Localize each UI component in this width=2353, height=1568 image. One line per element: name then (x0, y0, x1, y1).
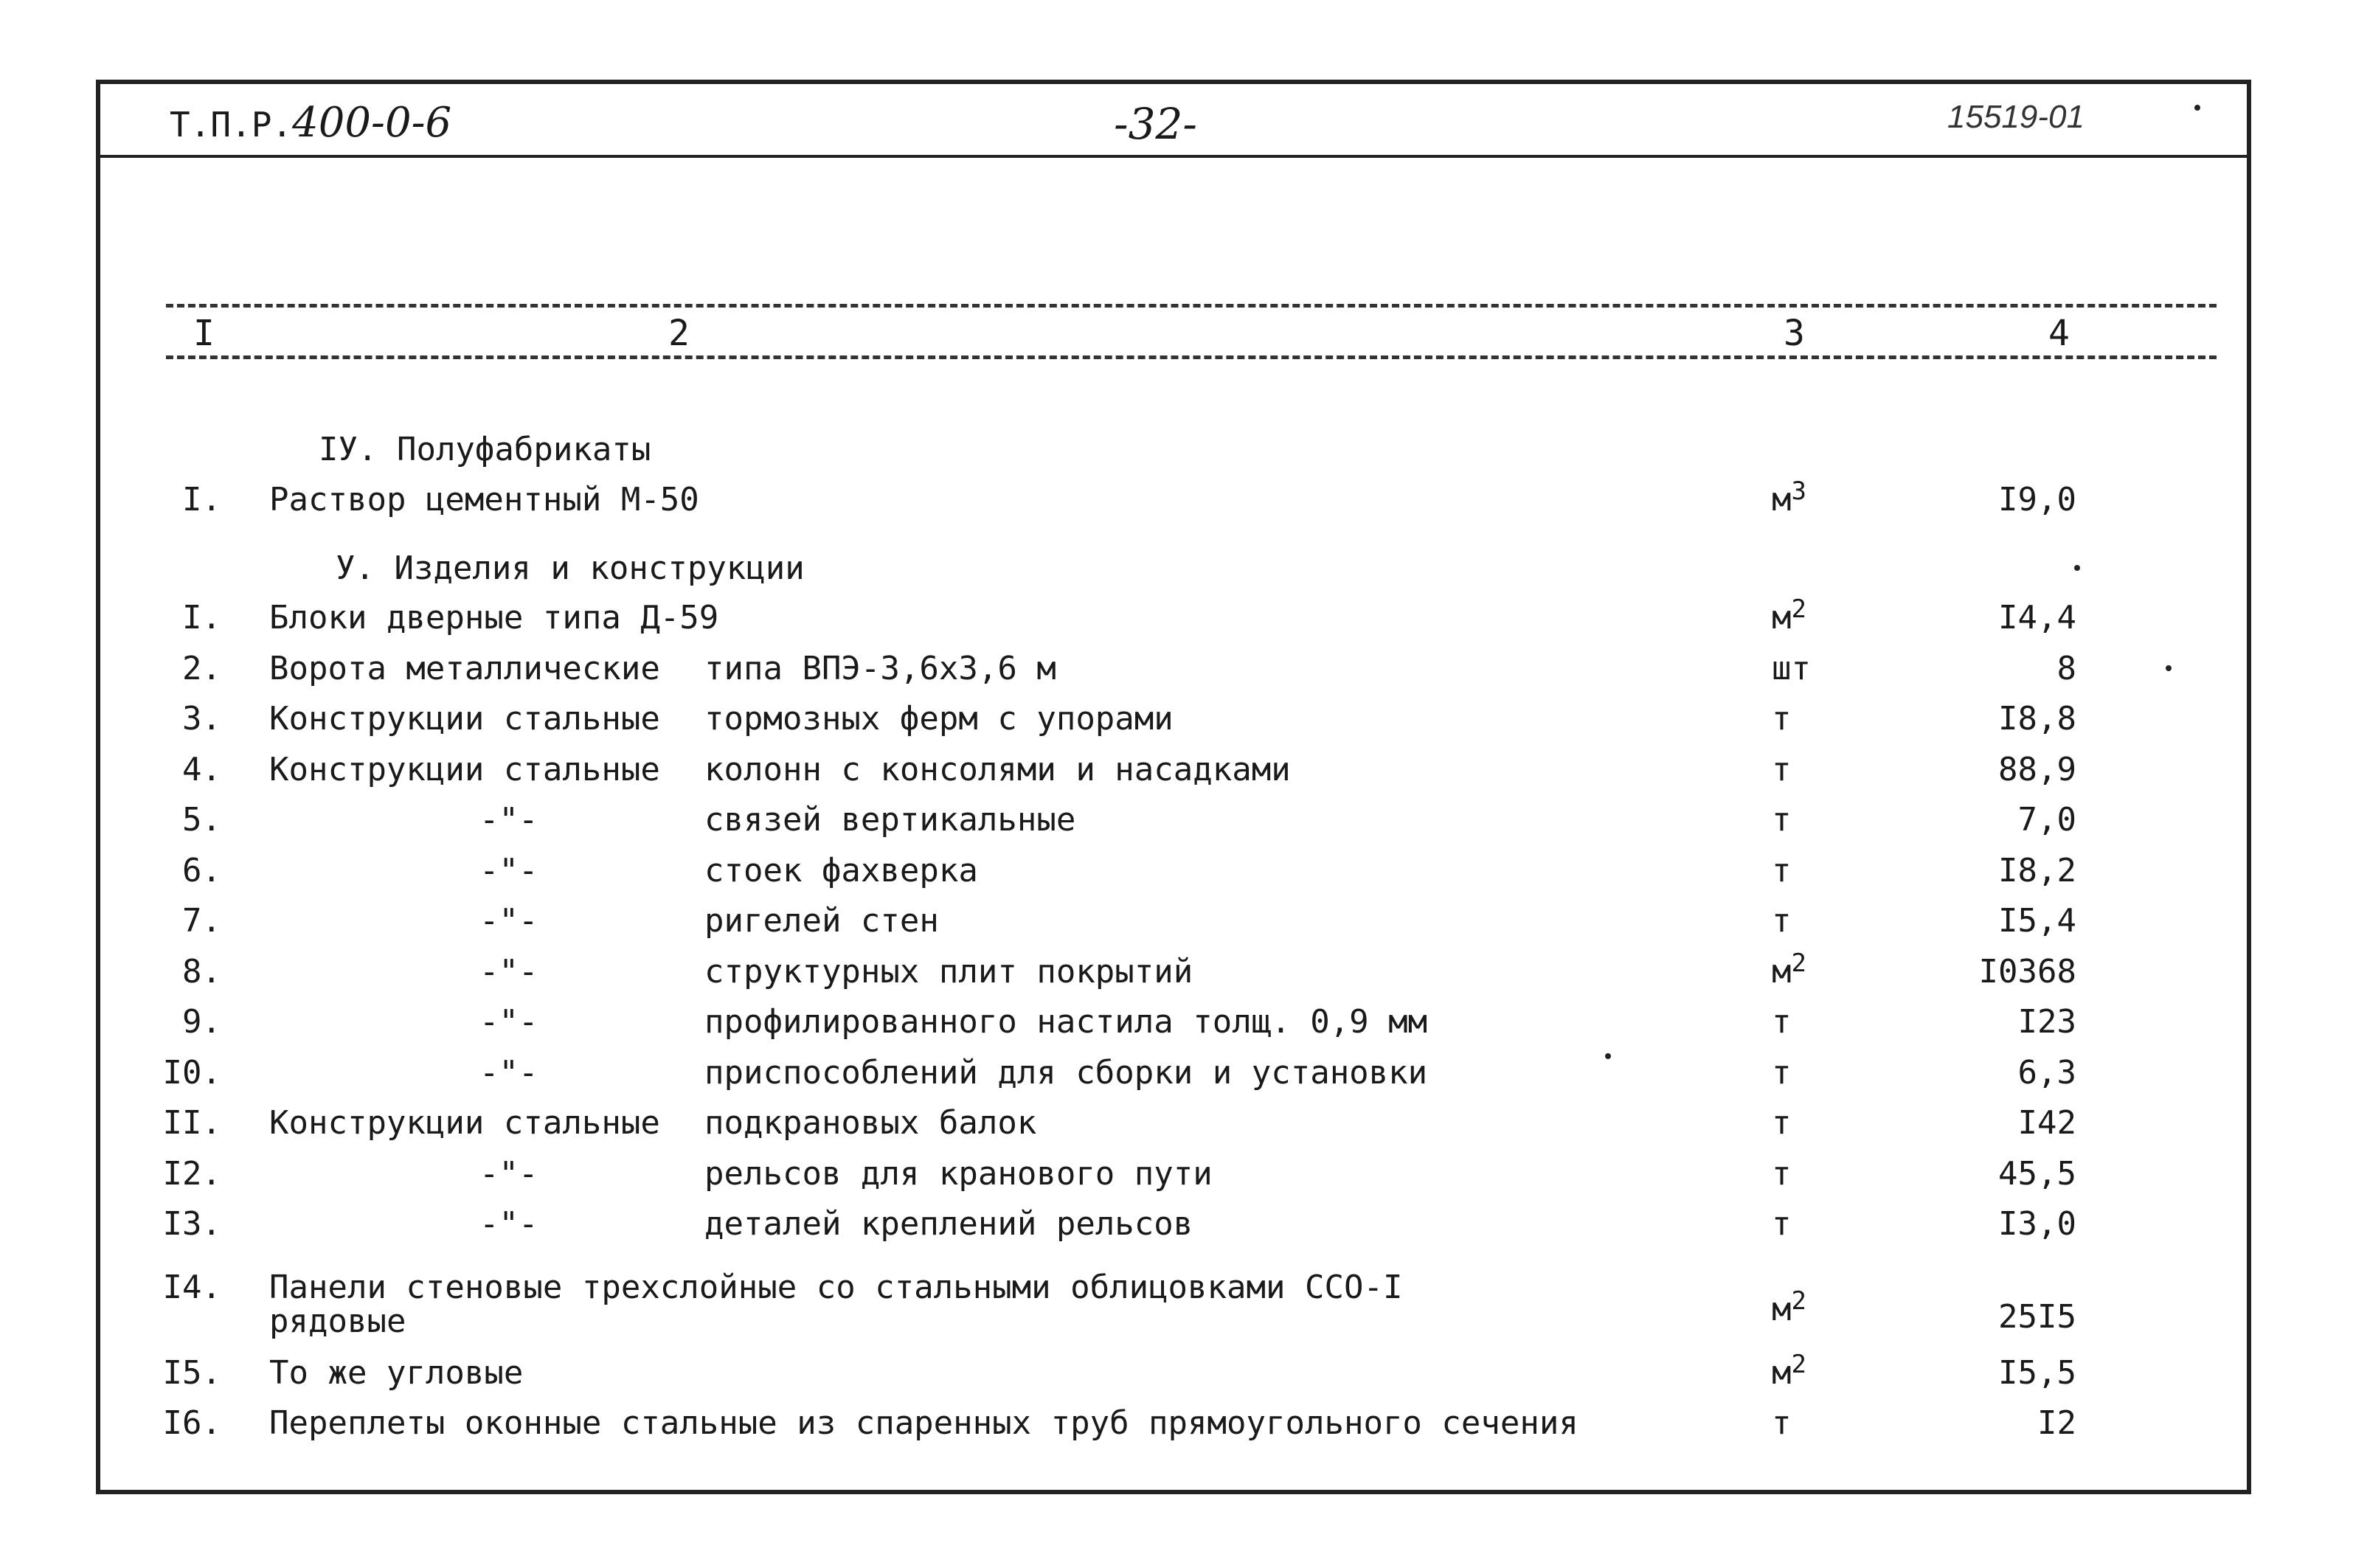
item-description: ригелей стен (704, 902, 939, 940)
doc-code-prefix: Т.П.Р. (170, 105, 293, 145)
item-unit: $м^2$ (1772, 1350, 1806, 1392)
item-quantity: I5,5 (1998, 1354, 2076, 1392)
item-quantity: 8 (2056, 650, 2076, 687)
item-quantity: I42 (2017, 1104, 2076, 1142)
item-quantity: 6,3 (2017, 1054, 2076, 1092)
row-number: 8. (182, 953, 221, 991)
item-description: рельсов для кранового пути (704, 1155, 1213, 1193)
item-name: -"- (479, 801, 538, 839)
item-quantity: 25I5 (1998, 1298, 2076, 1336)
row-number: I5. (162, 1354, 221, 1392)
item-name: -"- (479, 852, 538, 889)
row-number: 5. (182, 801, 221, 839)
item-unit: т (1772, 801, 1792, 839)
scan-speck (2074, 565, 2080, 571)
item-name: Блоки дверные типа Д-59 (269, 599, 719, 636)
section-title: У. Изделия и конструкции (336, 549, 805, 587)
table-row (0, 948, 2353, 1000)
item-quantity: 88,9 (1998, 751, 2076, 788)
row-number: 9. (182, 1003, 221, 1041)
header-divider (96, 155, 2251, 158)
item-name-line2: рядовые (269, 1302, 406, 1340)
item-quantity: 7,0 (2017, 801, 2076, 839)
table-row (0, 1205, 2353, 1252)
item-unit: $м^2$ (1772, 1286, 1806, 1328)
item-description: стоек фахверка (704, 852, 978, 889)
table-row (0, 650, 2353, 697)
table-row (0, 594, 2353, 646)
table-row (0, 902, 2353, 949)
item-quantity: I23 (2017, 1003, 2076, 1041)
item-unit: т (1772, 1205, 1792, 1243)
item-quantity: 45,5 (1998, 1155, 2076, 1193)
row-number: I3. (162, 1205, 221, 1243)
item-name: -"- (479, 953, 538, 991)
table-row (0, 476, 2353, 528)
table-row (0, 1404, 2353, 1451)
row-number: I. (182, 599, 221, 636)
item-quantity: I8,8 (1998, 700, 2076, 738)
item-name: -"- (479, 1155, 538, 1193)
item-name: Панели стеновые трехслойные со стальными облицовками ССО-I (269, 1269, 1403, 1306)
item-name: Ворота металлические (269, 650, 660, 687)
item-description: тормозных ферм с упорами (704, 700, 1174, 738)
item-description: профилированного настила толщ. 0,9 мм (704, 1003, 1428, 1041)
item-name: Конструкции стальные (269, 700, 660, 738)
item-quantity: I0368 (1978, 953, 2076, 991)
col-header-2: 2 (668, 313, 690, 354)
section-title: IУ. Полуфабрикаты (319, 431, 651, 468)
item-quantity: I4,4 (1998, 599, 2076, 636)
row-number: II. (162, 1104, 221, 1142)
item-unit: т (1772, 1054, 1792, 1092)
item-quantity: I5,4 (1998, 902, 2076, 940)
page-number: -32- (1114, 99, 1197, 149)
row-number: I4. (162, 1269, 221, 1306)
scan-speck (2194, 105, 2200, 111)
item-unit: т (1772, 1104, 1792, 1142)
item-quantity: I8,2 (1998, 852, 2076, 889)
row-number: I0. (162, 1054, 221, 1092)
row-number: I6. (162, 1404, 221, 1442)
scan-speck (1605, 1053, 1611, 1059)
item-name: -"- (479, 1205, 538, 1243)
table-row (0, 1104, 2353, 1151)
col-header-1: I (193, 313, 215, 354)
table-top-rule (166, 304, 2217, 308)
doc-number: 15519-01 (1947, 99, 2085, 135)
row-number: 2. (182, 650, 221, 687)
scan-speck (2166, 665, 2172, 671)
item-name: Конструкции стальные (269, 1104, 660, 1142)
item-name: -"- (479, 902, 538, 940)
item-description: структурных плит покрытий (704, 953, 1193, 991)
item-unit: $м^2$ (1772, 948, 1806, 991)
row-number: 6. (182, 852, 221, 889)
row-number: 7. (182, 902, 221, 940)
item-unit: т (1772, 902, 1792, 940)
row-number: I2. (162, 1155, 221, 1193)
item-quantity: I3,0 (1998, 1205, 2076, 1243)
item-unit: т (1772, 852, 1792, 889)
item-description: приспособлений для сборки и установки (704, 1054, 1428, 1092)
table-row (0, 801, 2353, 848)
item-quantity: I2 (2037, 1404, 2076, 1442)
item-unit: т (1772, 1404, 1792, 1442)
item-quantity: I9,0 (1998, 481, 2076, 518)
item-name: То же угловые (269, 1354, 524, 1392)
item-unit: $м^3$ (1772, 476, 1806, 518)
item-unit: т (1772, 700, 1792, 738)
item-unit: т (1772, 1003, 1792, 1041)
doc-code-handwritten: 400-0-6 (292, 99, 452, 147)
row-number: 4. (182, 751, 221, 788)
item-unit: шт (1772, 650, 1811, 687)
item-name: Раствор цементный М-50 (269, 481, 699, 518)
table-row (0, 852, 2353, 899)
table-row (0, 1269, 2353, 1350)
item-unit: т (1772, 751, 1792, 788)
item-name: -"- (479, 1003, 538, 1041)
item-description: подкрановых балок (704, 1104, 1037, 1142)
row-number: I. (182, 481, 221, 518)
item-description: типа ВПЭ-3,6х3,6 м (704, 650, 1056, 687)
item-description: связей вертикальные (704, 801, 1076, 839)
item-description: деталей креплений рельсов (704, 1205, 1193, 1243)
table-row (0, 751, 2353, 798)
item-description: колонн с консолями и насадками (704, 751, 1291, 788)
item-unit: $м^2$ (1772, 594, 1806, 636)
item-name: Переплеты оконные стальные из спаренных труб прямоугольного сечения (269, 1404, 1579, 1442)
item-unit: т (1772, 1155, 1792, 1193)
col-header-4: 4 (2048, 313, 2070, 354)
row-number: 3. (182, 700, 221, 738)
table-row (0, 700, 2353, 747)
item-name: Конструкции стальные (269, 751, 660, 788)
table-row (0, 1155, 2353, 1202)
table-row (0, 1350, 2353, 1401)
table-row (0, 1003, 2353, 1050)
table-row (0, 1054, 2353, 1101)
table-header-rule (166, 355, 2217, 359)
col-header-3: 3 (1784, 313, 1805, 354)
item-name: -"- (479, 1054, 538, 1092)
doc-code (170, 99, 451, 147)
